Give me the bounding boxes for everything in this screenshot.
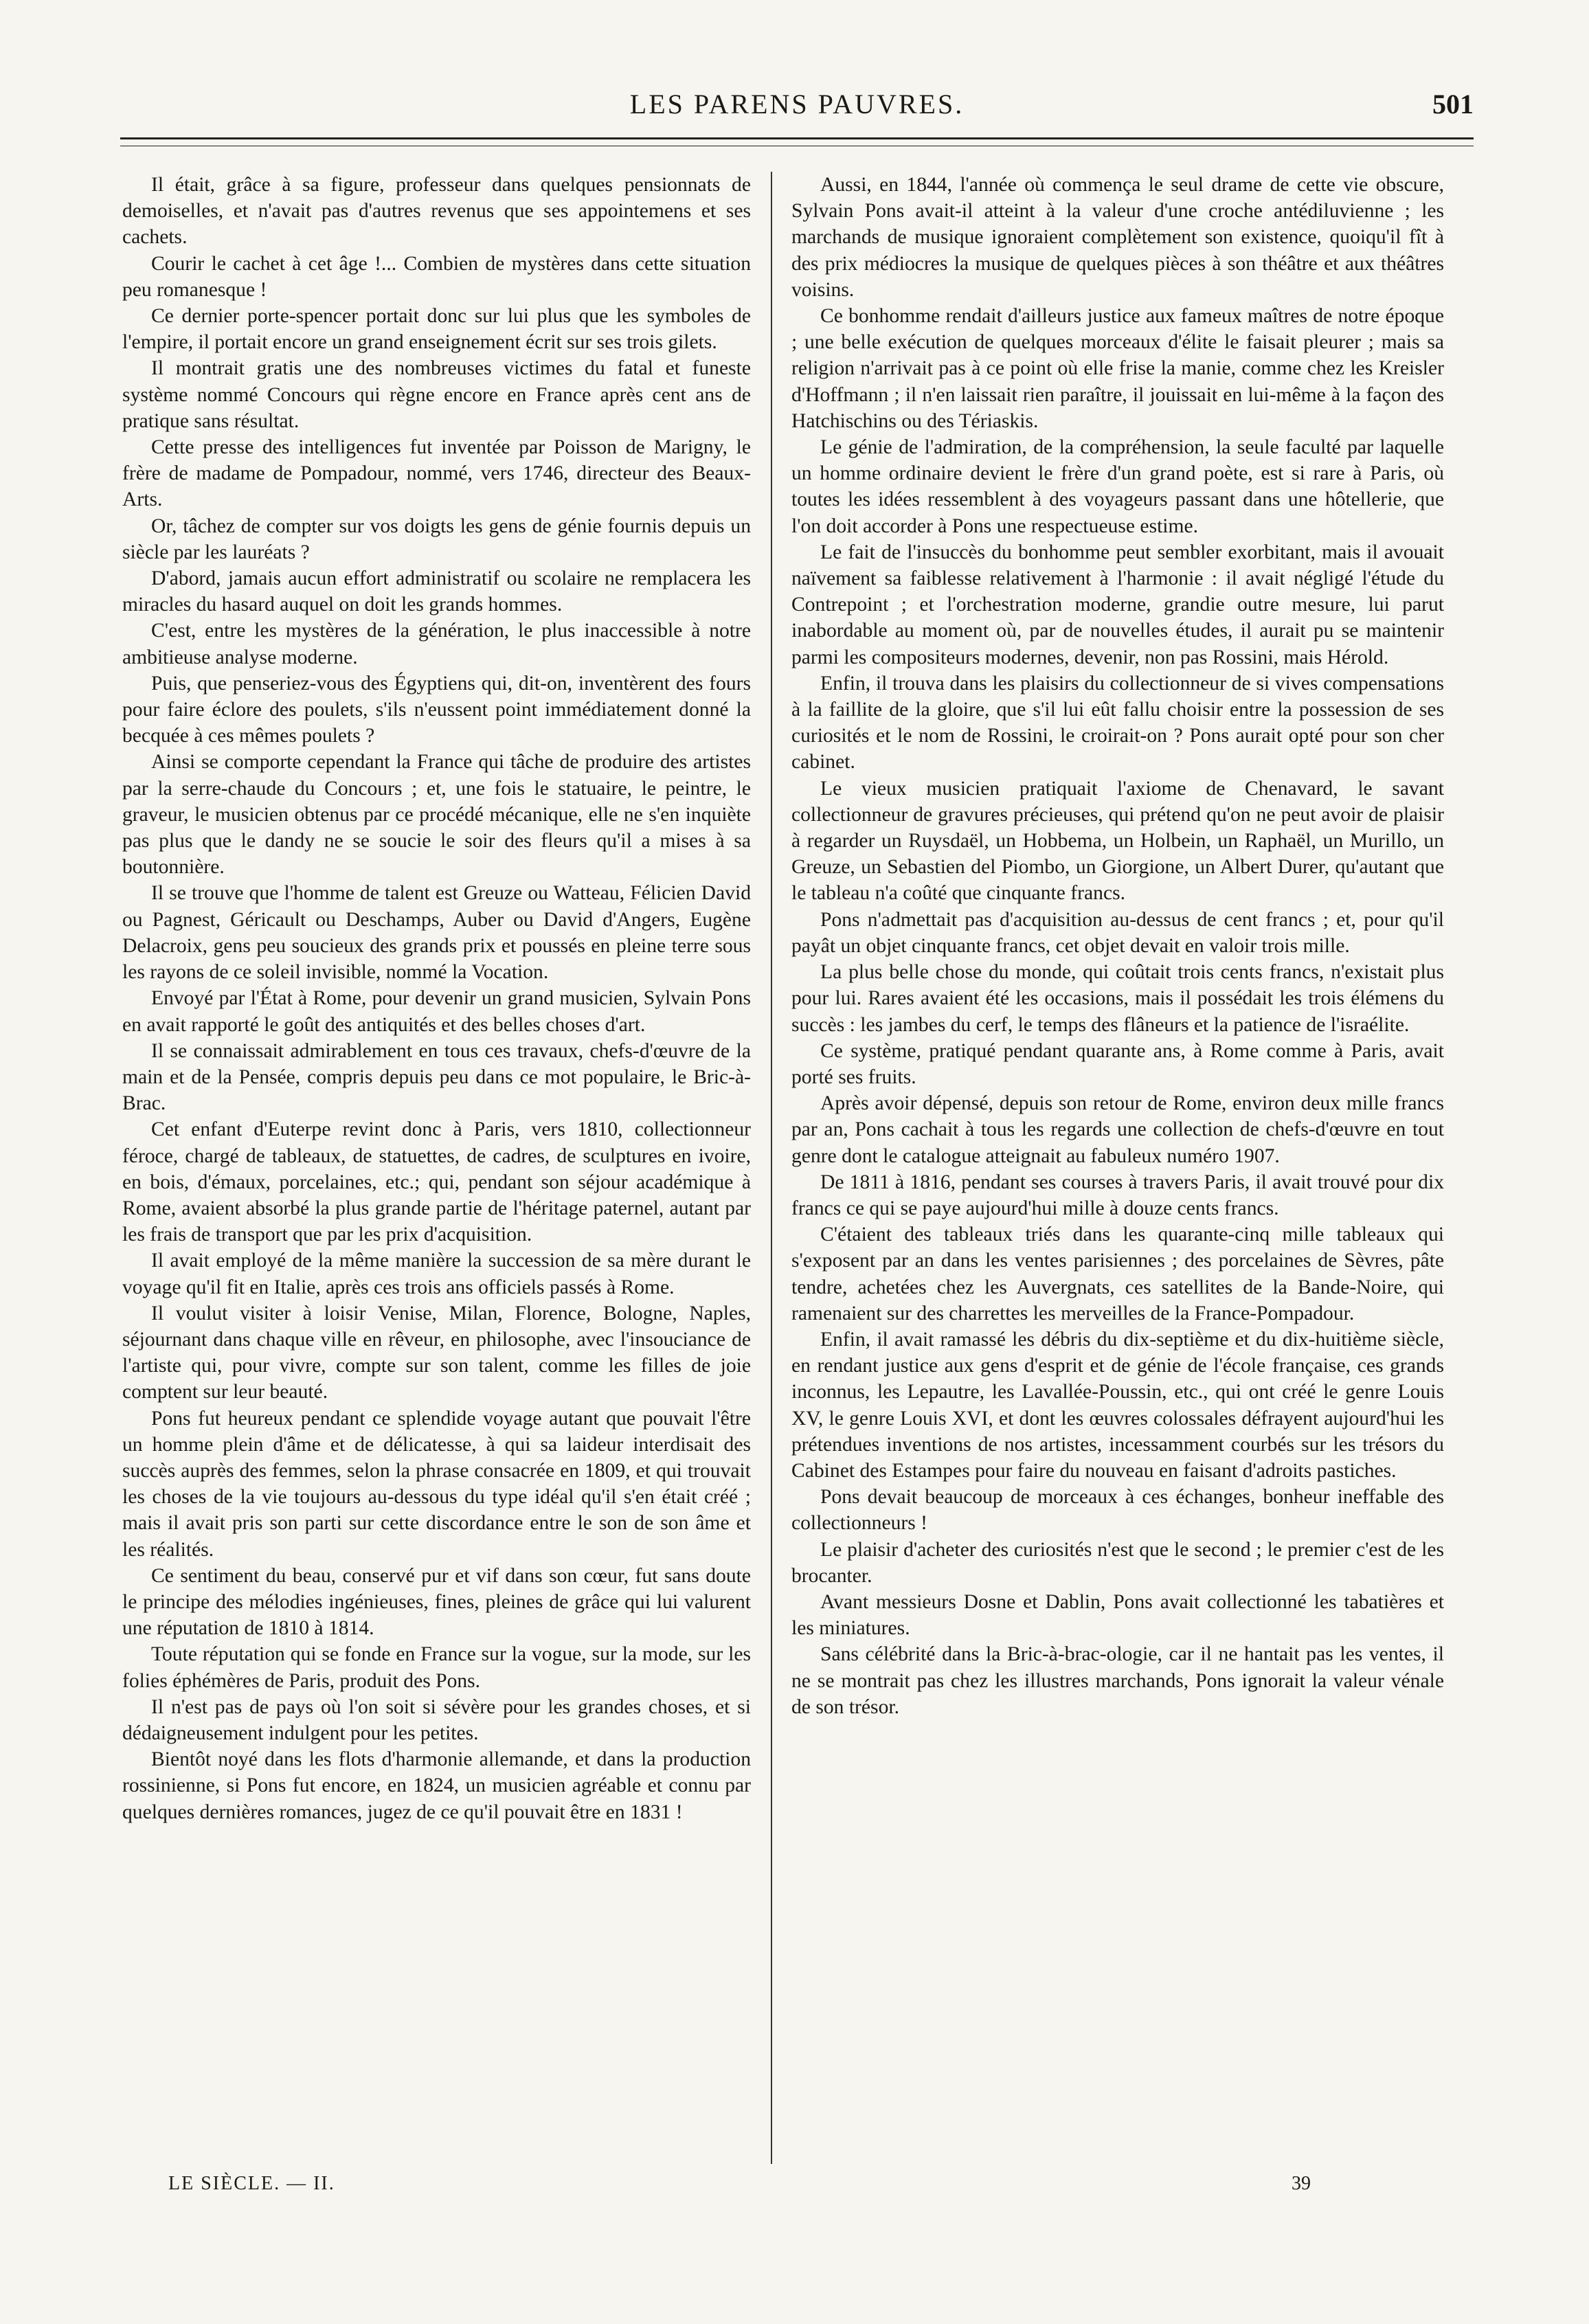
paragraph: Cette presse des intelligences fut inventée par Poisson de Marigny, le frère de madame de Pompadour, nommé, vers 1746, directeur des Beaux-Arts. (122, 436, 751, 511)
paragraph: Il était, grâce à sa figure, professeur dans quelques pensionnats de demoiselles, et n'avait pas d'autres revenus que ses appointemens et ses cachets. (122, 174, 751, 249)
paragraph: Ce système, pratiqué pendant quarante ans, à Rome comme à Paris, avait porté ses fruits. (791, 1039, 1444, 1088)
paragraph: Cet enfant d'Euterpe revint donc à Paris, vers 1810, collectionneur féroce, chargé de tableaux, de statuettes, de cadres, de sculptures en ivoire, en bois, d'émaux, porcelaines, etc.; qui, pendant son séjour académique à Rome, avaient absorbé la plus grande partie de l'héritage paternel, autant par les frais de transport que par les prix d'acquisition. (122, 1118, 751, 1246)
paragraph: Courir le cachet à cet âge !... Combien de mystères dans cette situation peu romanesque ! (122, 252, 751, 301)
paragraph: Il montrait gratis une des nombreuses victimes du fatal et funeste système nommé Concours qui règne encore en France après cent ans de pratique sans résultat. (122, 357, 751, 432)
paragraph: Ce sentiment du beau, conservé pur et vif dans son cœur, fut sans doute le principe des mélodies ingénieuses, fines, pleines de grâce qui lui valurent une réputation de 1810 à 1814. (122, 1564, 751, 1640)
text-column-right (791, 172, 1444, 2164)
paragraph: Toute réputation qui se fonde en France sur la vogue, sur la mode, sur les folies éphémères de Paris, produit des Pons. (122, 1643, 751, 1692)
paragraph: Enfin, il trouva dans les plaisirs du collectionneur de si vives compensations à la faillite de la gloire, que s'il lui eût fallu choisir entre la possession de ses curiosités et le nom de Rossini, le croirait-on ? Pons aurait opté pour son cher cabinet. (791, 672, 1444, 774)
paragraph: De 1811 à 1816, pendant ses courses à travers Paris, il avait trouvé pour dix francs ce qui se paye aujourd'hui mille à douze cents francs. (791, 1171, 1444, 1219)
paragraph: Le plaisir d'acheter des curiosités n'est que le second ; le premier c'est de les brocanter. (791, 1538, 1444, 1587)
paragraph: Après avoir dépensé, depuis son retour de Rome, environ deux mille francs par an, Pons cachait à tous les regards une collection de chefs-d'œuvre en tout genre dont le catalogue atteignait au fabuleux numéro 1907. (791, 1092, 1444, 1167)
paragraph: Ce bonhomme rendait d'ailleurs justice aux fameux maîtres de notre époque ; une belle exécution de quelques morceaux d'élite le faisait pleurer ; mais sa religion n'arrivait pas à ce point où elle frise la manie, comme chez les Kreisler d'Hoffmann ; il n'en laissait rien paraître, il jouissait en lui-même à la façon des Hatchischins ou des Tériaskis. (791, 305, 1444, 432)
paragraph: Bientôt noyé dans les flots d'harmonie allemande, et dans la production rossinienne, si Pons fut encore, en 1824, un musicien agréable et connu par quelques dernières romances, jugez de ce qu'il pouvait être en 1831 ! (122, 1748, 751, 1823)
header-rule-thick (120, 137, 1474, 139)
paragraph: Envoyé par l'État à Rome, pour devenir un grand musicien, Sylvain Pons en avait rapporté le goût des antiquités et des belles choses d'art. (122, 987, 751, 1036)
paragraph: C'étaient des tableaux triés dans les quarante-cinq mille tableaux qui s'exposent par an dans les ventes parisiennes ; des porcelaines de Sèvres, pâte tendre, achetées chez les Auvergnats, ces satellites de la Bande-Noire, qui ramenaient sur des charrettes les merveilles de la France-Pompadour. (791, 1223, 1444, 1324)
footer-signature-right: 39 (1292, 2173, 1311, 2194)
column-divider (771, 172, 772, 2164)
paragraph: Il avait employé de la même manière la succession de sa mère durant le voyage qu'il fit en Italie, après ces trois ans officiels passés à Rome. (122, 1250, 751, 1298)
paragraph: Or, tâchez de compter sur vos doigts les gens de génie fournis depuis un siècle par les lauréats ? (122, 515, 751, 563)
text-column-left (122, 172, 751, 2164)
paragraph: Il voulut visiter à loisir Venise, Milan, Florence, Bologne, Naples, séjournant dans chaque ville en rêveur, en philosophe, avec l'insouciance de l'artiste qui, pour vivre, compte sur son talent, comme les filles de joie comptent sur leur beauté. (122, 1302, 751, 1403)
page-header (120, 88, 1474, 129)
paragraph: Pons n'admettait pas d'acquisition au-dessus de cent francs ; et, pour qu'il payât un objet cinquante francs, cet objet devait en valoir trois mille. (791, 908, 1444, 957)
paragraph: Enfin, il avait ramassé les débris du dix-septième et du dix-huitième siècle, en rendant justice aux gens d'esprit et de génie de l'école française, ces grands inconnus, les Lepautre, les Lavallée-Poussin, etc., qui ont créé le genre Louis XV, le genre Louis XVI, et dont les œuvres colossales défrayent aujourd'hui les prétendues inventions de nos artistes, incessamment courbés sur les trésors du Cabinet des Estampes pour faire du nouveau en faisant d'adroits pastiches. (791, 1328, 1444, 1482)
paragraph: D'abord, jamais aucun effort administratif ou scolaire ne remplacera les miracles du hasard auquel on doit les grands hommes. (122, 567, 751, 616)
paragraph: Il n'est pas de pays où l'on soit si sévère pour les grandes choses, et si dédaigneusement indulgent pour les petites. (122, 1695, 751, 1744)
paragraph: Sans célébrité dans la Bric-à-brac-ologie, car il ne hantait pas les ventes, il ne se montrait pas chez les illustres marchands, Pons ignorait la valeur vénale de son trésor. (791, 1643, 1444, 1718)
paragraph: Le vieux musicien pratiquait l'axiome de Chenavard, le savant collectionneur de gravures précieuses, qui prétend qu'on ne peut avoir de plaisir à regarder un Ruysdaël, un Hobbema, un Holbein, un Raphaël, un Murillo, un Greuze, un Sebastien del Piombo, un Giorgione, un Albert Durer, qu'autant que le tableau n'a coûté que cinquante francs. (791, 777, 1444, 905)
paragraph: La plus belle chose du monde, qui coûtait trois cents francs, n'existait plus pour lui. Rares avaient été les occasions, mais il possédait les trois élémens du succès : les jambes du cerf, le temps des flâneurs et la patience de l'israélite. (791, 961, 1444, 1036)
paragraph: Avant messieurs Dosne et Dablin, Pons avait collectionné les tabatières et les miniatures. (791, 1590, 1444, 1640)
paragraph: Le génie de l'admiration, de la compréhension, la seule faculté par laquelle un homme ordinaire devient le frère d'un grand poète, est si rare à Paris, où toutes les idées ressemblent à des voyageurs passant dans une hôtellerie, que l'on doit accorder à Pons une respectueuse estime. (791, 436, 1444, 537)
paragraph: Il se trouve que l'homme de talent est Greuze ou Watteau, Félicien David ou Pagnest, Géricault ou Deschamps, Auber ou David d'Angers, Eugène Delacroix, gens peu soucieux des grands prix et poussés en pleine terre sous les rayons de ce soleil invisible, nommé la Vocation. (122, 882, 751, 984)
paragraph: Il se connaissait admirablement en tous ces travaux, chefs-d'œuvre de la main et de la Pensée, compris depuis peu dans ce mot populaire, le Bric-à-Brac. (122, 1039, 751, 1115)
paragraph: Le fait de l'insuccès du bonhomme peut sembler exorbitant, mais il avouait naïvement sa faiblesse relativement à l'harmonie : il avait négligé l'étude du Contrepoint ; et l'orchestration moderne, grandie outre mesure, lui parut inabordable au moment où, par de nouvelles études, il aurait pu se maintenir parmi les compositeurs modernes, devenir, non pas Rossini, mais Hérold. (791, 541, 1444, 668)
paragraph: Ainsi se comporte cependant la France qui tâche de produire des artistes par la serre-chaude du Concours ; et, une fois le statuaire, le peintre, le graveur, le musicien obtenus par ce procédé mécanique, elle ne s'en inquiète pas plus que le dandy ne se soucie le soir des fleurs qu'il a mises à sa boutonnière. (122, 751, 751, 879)
running-title: LES PARENS PAUVRES. (629, 89, 965, 120)
paragraph: Aussi, en 1844, l'année où commença le seul drame de cette vie obscure, Sylvain Pons avait-il atteint à la valeur d'une croche antédiluvienne ; les marchands de musique ignoraient complètement son existence, quoiqu'il fît à des prix médiocres la musique de quelques pièces à son théâtre et aux théâtres voisins. (791, 174, 1444, 301)
paragraph: Pons fut heureux pendant ce splendide voyage autant que pouvait l'être un homme plein d'âme et de délicatesse, à qui sa laideur interdisait des succès auprès des femmes, selon la phrase consacrée en 1809, et qui trouvait les choses de la vie toujours au-dessous du type idéal qu'il s'en était créé ; mais il avait pris son parti sur cette discordance entre le son de son âme et les réalités. (122, 1407, 751, 1561)
page-number: 501 (1432, 89, 1474, 120)
paragraph: Puis, que penseriez-vous des Égyptiens qui, dit-on, inventèrent des fours pour faire éclore des poulets, s'ils n'eussent point immédiatement donné la becquée à ces mêmes poulets ? (122, 672, 751, 747)
paragraph: Ce dernier porte-spencer portait donc sur lui plus que les symboles de l'empire, il portait encore un grand enseignement écrit sur ses trois gilets. (122, 305, 751, 354)
paragraph: C'est, entre les mystères de la génération, le plus inaccessible à notre ambitieuse analyse moderne. (122, 620, 751, 668)
footer-signature-left: LE SIÈCLE. — II. (168, 2173, 335, 2194)
paragraph: Pons devait beaucoup de morceaux à ces échanges, bonheur ineffable des collectionneurs ! (791, 1486, 1444, 1535)
